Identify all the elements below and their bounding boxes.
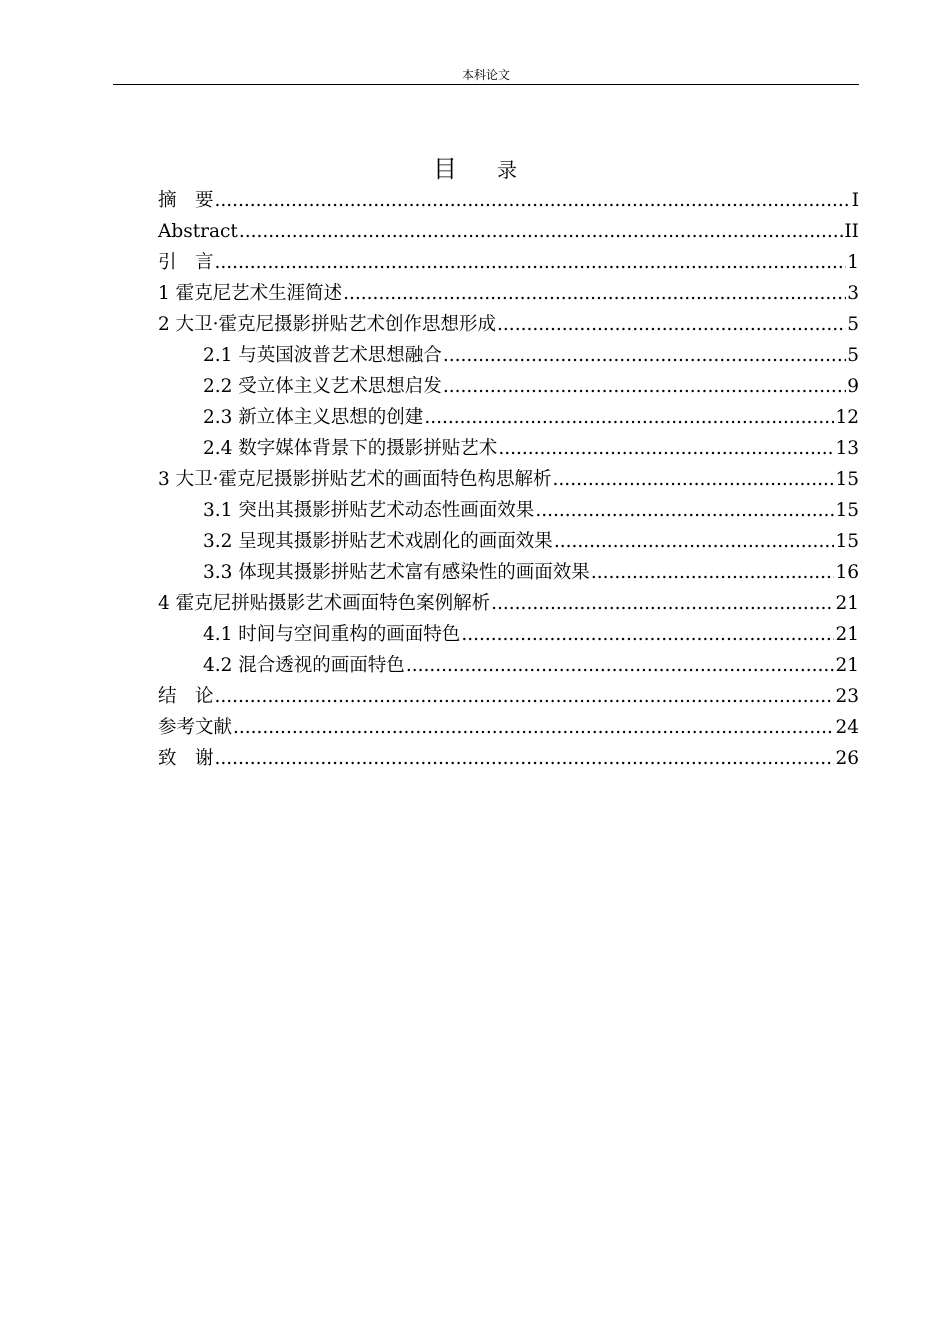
- toc-leader-dots: [553, 464, 835, 495]
- table-of-contents: [158, 185, 859, 774]
- toc-entry-chapter-4[interactable]: [158, 588, 859, 619]
- toc-entry-section-2-3[interactable]: [158, 402, 859, 433]
- toc-entry-label: 引 言: [158, 252, 214, 273]
- toc-entry-section-4-2[interactable]: [158, 650, 859, 681]
- toc-entry-label: 参考文献: [158, 717, 233, 738]
- toc-entry-label: Abstract: [158, 221, 238, 242]
- toc-entry-abstract-en[interactable]: [158, 216, 859, 247]
- toc-leader-dots: [233, 712, 834, 743]
- toc-leader-dots: [239, 216, 844, 247]
- toc-entry-page: 3: [847, 283, 859, 304]
- toc-entry-label: 2.4 数字媒体背景下的摄影拼贴艺术: [203, 438, 498, 459]
- toc-leader-dots: [443, 340, 846, 371]
- header-title: 本科论文: [461, 68, 510, 82]
- toc-entry-page: 12: [835, 407, 859, 428]
- toc-entry-chapter-3[interactable]: [158, 464, 859, 495]
- toc-title-char-2: 录: [497, 158, 517, 182]
- toc-leader-dots: [498, 433, 834, 464]
- toc-leader-dots: [591, 557, 835, 588]
- toc-entry-page: 24: [835, 717, 859, 738]
- toc-entry-section-2-2[interactable]: [158, 371, 859, 402]
- toc-entry-page: 9: [847, 376, 859, 397]
- toc-entry-label: 2.1 与英国波普艺术思想融合: [203, 345, 442, 366]
- toc-entry-label: 3.3 体现其摄影拼贴艺术富有感染性的画面效果: [203, 562, 590, 583]
- toc-entry-chapter-1[interactable]: [158, 278, 859, 309]
- toc-leader-dots: [554, 526, 835, 557]
- toc-entry-references[interactable]: [158, 712, 859, 743]
- toc-entry-page: 16: [835, 562, 859, 583]
- toc-entry-section-2-1[interactable]: [158, 340, 859, 371]
- toc-entry-page: 21: [835, 593, 859, 614]
- toc-entry-page: 23: [835, 686, 859, 707]
- toc-entry-page: 15: [835, 500, 859, 521]
- toc-entry-label: 2.3 新立体主义思想的创建: [203, 407, 424, 428]
- toc-entry-label: 4.1 时间与空间重构的画面特色: [203, 624, 461, 645]
- toc-leader-dots: [215, 247, 847, 278]
- toc-leader-dots: [343, 278, 846, 309]
- toc-leader-dots: [443, 371, 846, 402]
- toc-entry-introduction[interactable]: [158, 247, 859, 278]
- toc-leader-dots: [215, 185, 851, 216]
- toc-entry-label: 摘 要: [158, 190, 214, 211]
- toc-entry-section-3-1[interactable]: [158, 495, 859, 526]
- toc-leader-dots: [406, 650, 835, 681]
- toc-title: [0, 152, 950, 188]
- toc-entry-page: 1: [847, 252, 859, 273]
- toc-entry-page: 5: [847, 314, 859, 335]
- toc-leader-dots: [461, 619, 834, 650]
- toc-leader-dots: [215, 743, 835, 774]
- toc-leader-dots: [535, 495, 834, 526]
- toc-entry-section-3-3[interactable]: [158, 557, 859, 588]
- toc-title-char-1: 目: [433, 155, 457, 183]
- toc-entry-chapter-2[interactable]: [158, 309, 859, 340]
- toc-entry-page: 5: [847, 345, 859, 366]
- toc-entry-label: 3.1 突出其摄影拼贴艺术动态性画面效果: [203, 500, 535, 521]
- toc-leader-dots: [491, 588, 834, 619]
- toc-leader-dots: [497, 309, 846, 340]
- toc-entry-label: 3 大卫·霍克尼摄影拼贴艺术的画面特色构思解析: [158, 469, 552, 490]
- toc-entry-page: 21: [835, 655, 859, 676]
- toc-entry-label: 结 论: [158, 686, 214, 707]
- toc-entry-page: I: [851, 190, 859, 211]
- toc-entry-label: 3.2 呈现其摄影拼贴艺术戏剧化的画面效果: [203, 531, 553, 552]
- toc-entry-label: 致 谢: [158, 748, 214, 769]
- toc-entry-page: 13: [835, 438, 859, 459]
- toc-entry-acknowledgements[interactable]: [158, 743, 859, 774]
- toc-entry-conclusion[interactable]: [158, 681, 859, 712]
- toc-entry-section-4-1[interactable]: [158, 619, 859, 650]
- page-header: [113, 64, 859, 85]
- toc-entry-label: 4 霍克尼拼贴摄影艺术画面特色案例解析: [158, 593, 491, 614]
- toc-entry-page: 15: [835, 531, 859, 552]
- toc-entry-label: 4.2 混合透视的画面特色: [203, 655, 405, 676]
- toc-entry-page: 21: [835, 624, 859, 645]
- toc-entry-page: 15: [835, 469, 859, 490]
- toc-leader-dots: [215, 681, 835, 712]
- toc-entry-label: 2 大卫·霍克尼摄影拼贴艺术创作思想形成: [158, 314, 497, 335]
- toc-entry-label: 1 霍克尼艺术生涯简述: [158, 283, 343, 304]
- toc-entry-section-2-4[interactable]: [158, 433, 859, 464]
- toc-entry-page: II: [844, 221, 859, 242]
- toc-entry-label: 2.2 受立体主义艺术思想启发: [203, 376, 442, 397]
- toc-entry-page: 26: [835, 748, 859, 769]
- toc-entry-abstract-cn[interactable]: [158, 185, 859, 216]
- toc-entry-section-3-2[interactable]: [158, 526, 859, 557]
- toc-leader-dots: [424, 402, 834, 433]
